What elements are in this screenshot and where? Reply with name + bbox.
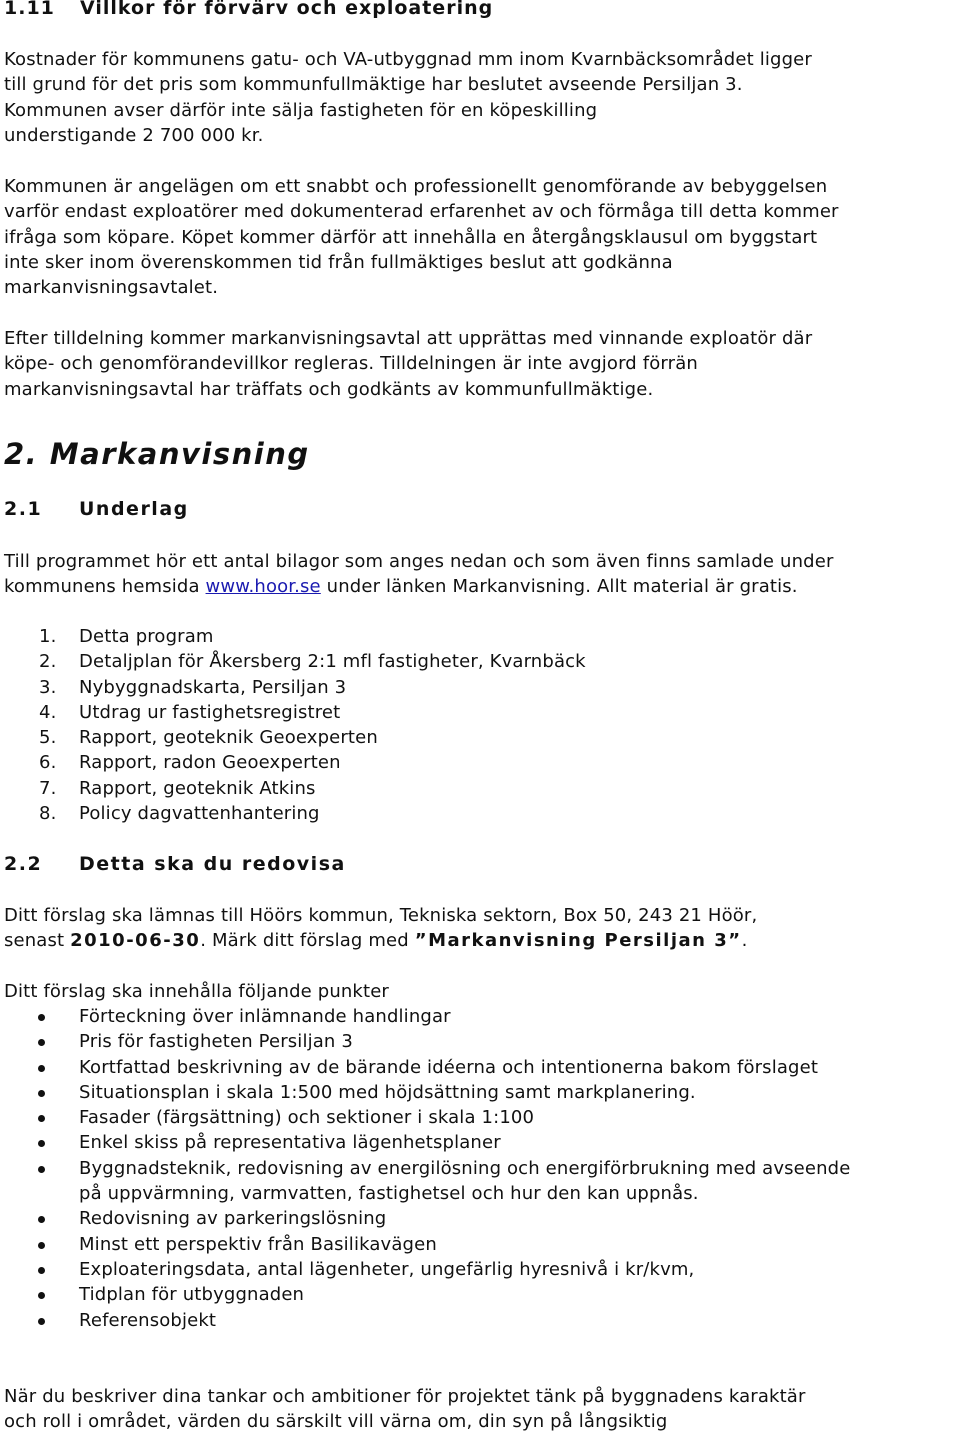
bullet-item bbox=[4, 1080, 850, 1105]
list-item bbox=[4, 700, 586, 725]
text-line: När du beskriver dina tankar och ambitioner för projektet tänk på byggnadens karaktär bbox=[4, 1386, 806, 1407]
marking-text: ”Markanvisning Persiljan 3” bbox=[414, 930, 742, 952]
list-item bbox=[4, 725, 586, 750]
paragraph-closing bbox=[4, 1384, 806, 1435]
paragraph-costs bbox=[4, 47, 812, 148]
bullet-icon bbox=[38, 1318, 45, 1325]
heading-title: Underlag bbox=[79, 498, 189, 520]
text-line: till grund för det pris som kommunfullmäktige har beslutet avseende Persiljan 3. bbox=[4, 74, 743, 96]
text-span: senast bbox=[4, 930, 71, 952]
list-item bbox=[4, 776, 586, 801]
bullet-text: Minst ett perspektiv från Basilikavägen bbox=[79, 1233, 437, 1255]
text-line bbox=[4, 574, 834, 599]
list-text: Rapport, radon Geoexperten bbox=[79, 752, 341, 774]
list-text: Detta program bbox=[79, 626, 214, 647]
heading-2-1 bbox=[4, 498, 189, 520]
bullet-item bbox=[4, 1029, 850, 1054]
list-text: Rapport, geoteknik Atkins bbox=[79, 777, 316, 799]
list-text: Rapport, geoteknik Geoexperten bbox=[79, 727, 378, 749]
list-item bbox=[4, 624, 586, 649]
text-span: under länken Markanvisning. Allt material är gratis. bbox=[320, 576, 798, 598]
bullet-text: Referensobjekt bbox=[79, 1309, 217, 1331]
paragraph-contents-intro bbox=[4, 979, 389, 1004]
list-item bbox=[4, 675, 586, 700]
bullet-icon bbox=[38, 1267, 45, 1274]
bullet-text: Förteckning över inlämnande handlingar bbox=[79, 1006, 451, 1027]
bullet-icon bbox=[38, 1242, 45, 1249]
list-number: 3. bbox=[39, 676, 57, 698]
text-line bbox=[4, 928, 757, 953]
text-span: kommunens hemsida bbox=[4, 576, 206, 598]
list-item bbox=[4, 801, 586, 826]
bullet-text: Pris för fastigheten Persiljan 3 bbox=[79, 1031, 353, 1053]
list-item bbox=[4, 750, 586, 775]
heading-title: Detta ska du redovisa bbox=[79, 853, 346, 875]
bullet-icon bbox=[38, 1216, 45, 1223]
bullet-item-continuation bbox=[4, 1181, 850, 1206]
text-line: Kommunen är angelägen om ett snabbt och professionellt genomförande av bebyggelsen bbox=[4, 176, 828, 197]
text-line: Ditt förslag ska innehålla följande punkter bbox=[4, 981, 389, 1002]
list-number: 8. bbox=[39, 803, 57, 825]
list-item bbox=[4, 649, 586, 674]
text-line: Ditt förslag ska lämnas till Höörs kommun, Tekniska sektorn, Box 50, 243 21 Höör, bbox=[4, 905, 758, 926]
text-line: Efter tilldelning kommer markanvisningsavtal att upprättas med vinnande exploatör där bbox=[4, 328, 813, 349]
text-line: varför endast exploatörer med dokumenterad erfarenhet av och förmåga till detta kommer bbox=[4, 201, 839, 223]
heading-2: 2. Markanvisning bbox=[4, 437, 310, 471]
bullet-icon bbox=[38, 1140, 45, 1147]
bullet-item bbox=[4, 1206, 850, 1231]
text-span: . Märk ditt förslag med bbox=[200, 930, 415, 952]
text-line: markanvisningsavtal har träffats och godkänts av kommunfullmäktige. bbox=[4, 378, 654, 400]
bullet-item bbox=[4, 1282, 850, 1307]
list-text: Detaljplan för Åkersberg 2:1 mfl fastigheter, Kvarnbäck bbox=[79, 651, 586, 673]
bullet-text: Exploateringsdata, antal lägenheter, ungefärlig hyresnivå i kr/kvm, bbox=[79, 1258, 695, 1280]
text-span: . bbox=[741, 930, 748, 952]
bullet-text: Tidplan för utbyggnaden bbox=[79, 1284, 305, 1306]
bullet-text: Byggnadsteknik, redovisning av energilösning och energiförbrukning med avseende bbox=[79, 1157, 851, 1179]
text-line: markanvisningsavtalet. bbox=[4, 277, 219, 299]
bullet-icon bbox=[38, 1292, 45, 1299]
bullet-icon bbox=[38, 1065, 45, 1072]
bullet-icon bbox=[38, 1014, 45, 1021]
bullet-item bbox=[4, 1004, 850, 1029]
heading-number: 2.1 bbox=[4, 498, 43, 520]
text-line: och roll i området, värden du särskilt vill värna om, din syn på långsiktig bbox=[4, 1411, 668, 1433]
list-number: 2. bbox=[39, 651, 57, 673]
bullet-item bbox=[4, 1156, 850, 1181]
heading-1-11 bbox=[4, 0, 493, 19]
website-link[interactable]: www.hoor.se bbox=[205, 576, 321, 598]
deadline-date: 2010-06-30 bbox=[70, 930, 201, 952]
requirements-list bbox=[4, 1004, 850, 1333]
list-text: Utdrag ur fastighetsregistret bbox=[79, 701, 341, 723]
list-text: Nybyggnadskarta, Persiljan 3 bbox=[79, 676, 347, 698]
heading-title: Villkor för förvärv och exploatering bbox=[80, 0, 494, 19]
bullet-item bbox=[4, 1257, 850, 1282]
paragraph-allocation bbox=[4, 326, 812, 402]
list-number: 4. bbox=[39, 701, 57, 723]
paragraph-submission bbox=[4, 903, 757, 954]
bullet-text: Fasader (färgsättning) och sektioner i skala 1:100 bbox=[79, 1107, 535, 1129]
bullet-text: Situationsplan i skala 1:500 med höjdsättning samt markplanering. bbox=[79, 1081, 696, 1103]
list-number: 6. bbox=[39, 752, 57, 774]
bullet-text: Enkel skiss på representativa lägenhetsplaner bbox=[79, 1132, 501, 1154]
bullet-icon bbox=[38, 1166, 45, 1173]
bullet-icon bbox=[38, 1039, 45, 1046]
text-line: Till programmet hör ett antal bilagor som anges nedan och som även finns samlade under bbox=[4, 551, 834, 572]
heading-2-2 bbox=[4, 853, 346, 875]
bullet-icon bbox=[38, 1115, 45, 1122]
bullet-text: Kortfattad beskrivning av de bärande idéerna och intentionerna bakom förslaget bbox=[79, 1056, 819, 1078]
bullet-item bbox=[4, 1232, 850, 1257]
text-line: Kommunen avser därför inte sälja fastigheten för en köpeskilling bbox=[4, 99, 598, 121]
list-number: 7. bbox=[39, 777, 57, 799]
text-line: understigande 2 700 000 kr. bbox=[4, 124, 264, 146]
paragraph-attachments bbox=[4, 549, 834, 600]
bullet-item bbox=[4, 1105, 850, 1130]
bullet-text: på uppvärmning, varmvatten, fastighetsel och hur den kan uppnås. bbox=[79, 1183, 699, 1205]
text-line: ifråga som köpare. Köpet kommer därför att innehålla en återgångsklausul om byggstart bbox=[4, 226, 818, 248]
bullet-icon bbox=[38, 1090, 45, 1097]
list-number: 5. bbox=[39, 727, 57, 749]
bullet-item bbox=[4, 1308, 850, 1333]
text-line: köpe- och genomförandevillkor regleras. Tilldelningen är inte avgjord förrän bbox=[4, 353, 698, 375]
paragraph-exploiters bbox=[4, 174, 839, 300]
heading-number: 1.11 bbox=[4, 0, 55, 19]
bullet-item bbox=[4, 1055, 850, 1080]
list-number: 1. bbox=[39, 626, 57, 647]
list-text: Policy dagvattenhantering bbox=[79, 803, 320, 825]
bullet-item bbox=[4, 1130, 850, 1155]
attachment-list bbox=[4, 624, 586, 826]
heading-number: 2.2 bbox=[4, 853, 43, 875]
bullet-text: Redovisning av parkeringslösning bbox=[79, 1208, 387, 1230]
text-line: Kostnader för kommunens gatu- och VA-utbyggnad mm inom Kvarnbäcksområdet ligger bbox=[4, 49, 812, 70]
text-line: inte sker inom överenskommen tid från fullmäktiges beslut att godkänna bbox=[4, 251, 673, 273]
